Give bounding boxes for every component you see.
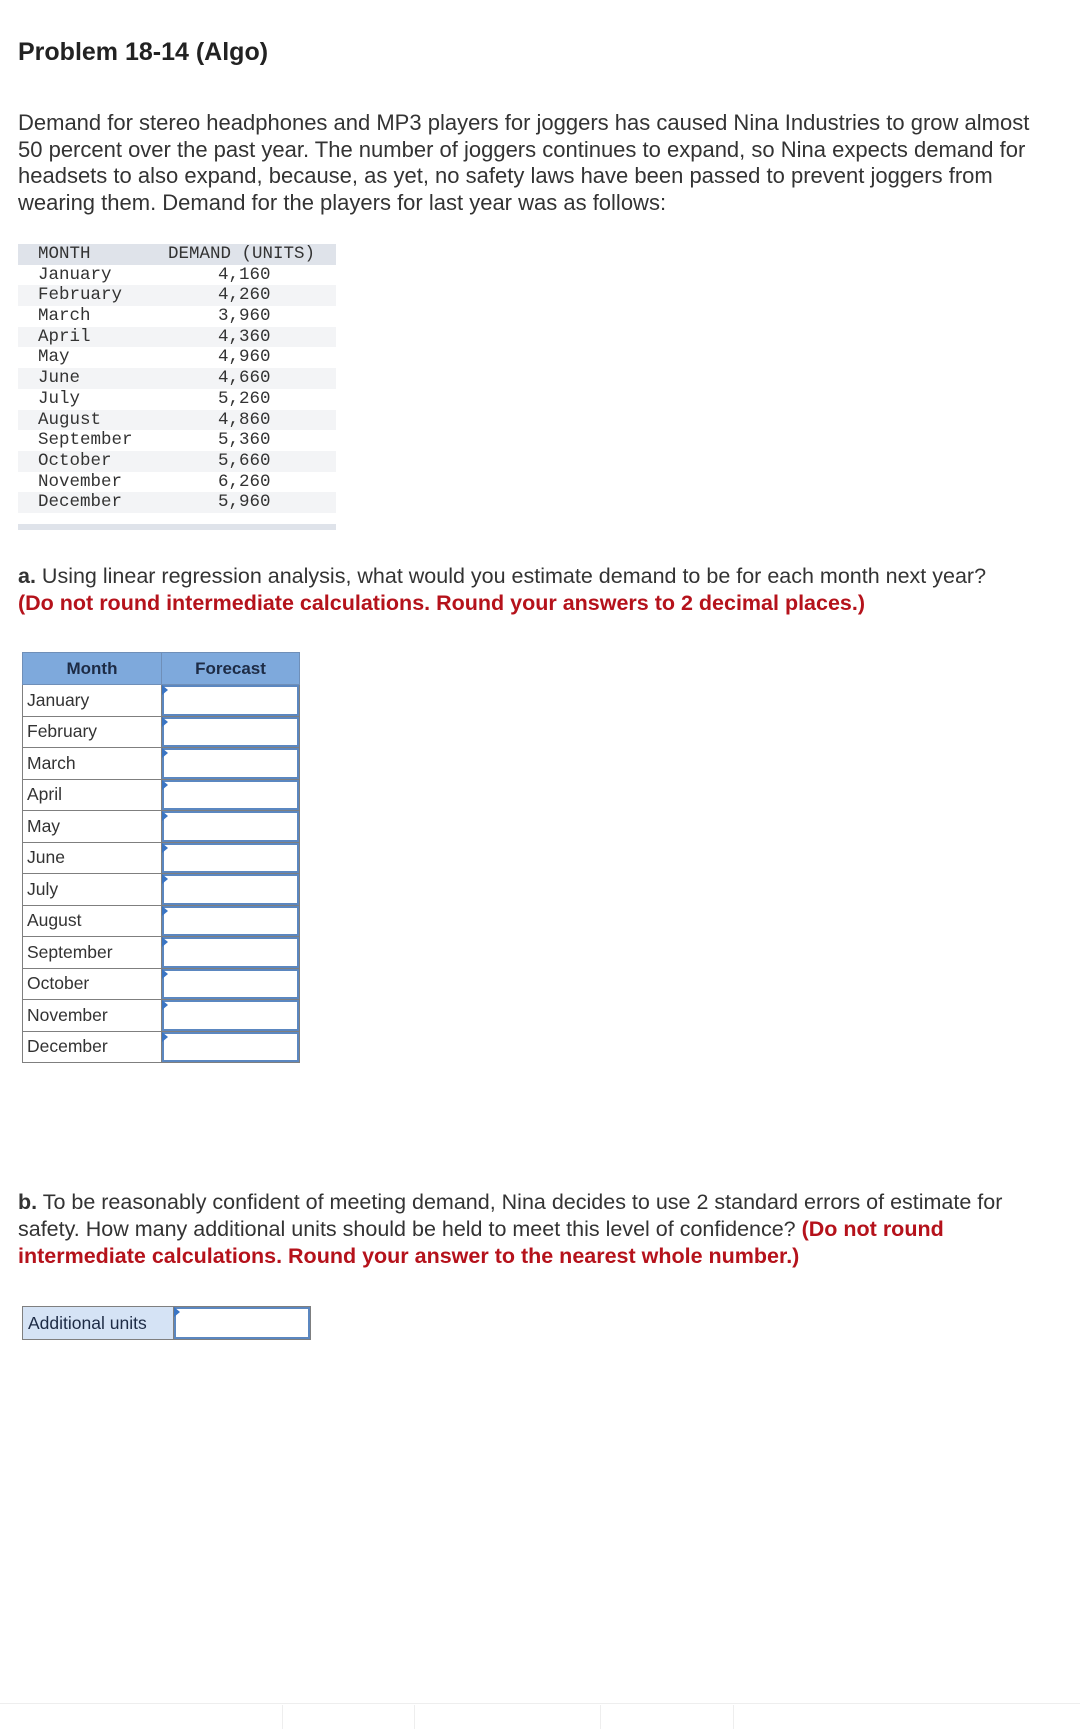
demand-row-month: December bbox=[38, 492, 123, 513]
input-flag-icon bbox=[162, 906, 168, 916]
forecast-row-month: November bbox=[23, 1000, 162, 1032]
forecast-row-month: May bbox=[23, 811, 162, 843]
forecast-input[interactable] bbox=[162, 780, 299, 811]
input-flag-icon bbox=[162, 843, 168, 853]
demand-row-units: 6,260 bbox=[218, 471, 271, 492]
demand-row bbox=[18, 306, 336, 327]
forecast-row-month: August bbox=[23, 905, 162, 937]
input-flag-icon bbox=[162, 811, 168, 821]
forecast-row bbox=[23, 937, 300, 969]
demand-row bbox=[18, 492, 336, 513]
demand-row bbox=[18, 368, 336, 389]
forecast-table bbox=[22, 652, 300, 1063]
question-b bbox=[18, 1189, 1068, 1270]
forecast-row-month: September bbox=[23, 937, 162, 969]
forecast-input[interactable] bbox=[162, 811, 299, 842]
forecast-input[interactable] bbox=[162, 969, 299, 1000]
demand-row-units: 4,260 bbox=[218, 285, 271, 306]
demand-row bbox=[18, 451, 336, 472]
demand-row-units: 5,960 bbox=[218, 492, 271, 513]
forecast-input[interactable] bbox=[162, 717, 299, 748]
forecast-input[interactable] bbox=[162, 748, 299, 779]
footer-divider bbox=[0, 1703, 1080, 1704]
demand-row-units: 4,360 bbox=[218, 326, 271, 347]
demand-row-month: October bbox=[38, 450, 112, 471]
demand-row bbox=[18, 265, 336, 286]
forecast-input[interactable] bbox=[162, 1032, 299, 1063]
question-b-label: b. bbox=[18, 1190, 38, 1214]
demand-row bbox=[18, 347, 336, 368]
forecast-row-cell bbox=[162, 685, 300, 717]
demand-row bbox=[18, 327, 336, 348]
question-a bbox=[18, 563, 1068, 617]
demand-row-month: July bbox=[38, 388, 81, 409]
demand-row-units: 4,660 bbox=[218, 368, 271, 389]
input-flag-icon bbox=[174, 1307, 180, 1317]
problem-title: Problem 18-14 (Algo) bbox=[18, 38, 269, 66]
forecast-row-cell bbox=[162, 1031, 300, 1063]
question-a-instruction: (Do not round intermediate calculations. Round your answers to 2 decimal places.) bbox=[18, 591, 866, 615]
input-flag-icon bbox=[162, 780, 168, 790]
footer-divider-tick bbox=[414, 1705, 415, 1729]
demand-row-month: June bbox=[38, 368, 81, 389]
demand-row-units: 3,960 bbox=[218, 306, 271, 327]
forecast-row-cell bbox=[162, 1000, 300, 1032]
demand-row bbox=[18, 430, 336, 451]
demand-row-units: 5,260 bbox=[218, 388, 271, 409]
table-bottom-bar bbox=[18, 524, 336, 530]
forecast-row bbox=[23, 779, 300, 811]
input-flag-icon bbox=[162, 717, 168, 727]
forecast-row-cell bbox=[162, 779, 300, 811]
forecast-row-cell bbox=[162, 968, 300, 1000]
forecast-input[interactable] bbox=[162, 1000, 299, 1031]
forecast-row-month: March bbox=[23, 748, 162, 780]
forecast-row-month: December bbox=[23, 1031, 162, 1063]
forecast-row-cell bbox=[162, 811, 300, 843]
forecast-row-cell bbox=[162, 716, 300, 748]
additional-units-row bbox=[22, 1306, 311, 1340]
forecast-row bbox=[23, 748, 300, 780]
forecast-table-header bbox=[23, 653, 300, 685]
demand-row-units: 4,960 bbox=[218, 347, 271, 368]
forecast-row bbox=[23, 905, 300, 937]
input-flag-icon bbox=[162, 748, 168, 758]
footer-divider-tick bbox=[733, 1705, 734, 1729]
demand-row-month: May bbox=[38, 347, 70, 368]
forecast-input[interactable] bbox=[162, 937, 299, 968]
forecast-row-month: June bbox=[23, 842, 162, 874]
forecast-input[interactable] bbox=[162, 843, 299, 874]
forecast-value-header: Forecast bbox=[162, 653, 300, 685]
demand-row-month: September bbox=[38, 430, 133, 451]
demand-row bbox=[18, 472, 336, 493]
demand-row bbox=[18, 389, 336, 410]
forecast-row-cell bbox=[162, 748, 300, 780]
forecast-input[interactable] bbox=[162, 685, 299, 716]
question-a-label: a. bbox=[18, 564, 36, 588]
demand-table-header bbox=[18, 244, 336, 265]
demand-rows bbox=[18, 265, 336, 513]
demand-row-units: 4,860 bbox=[218, 409, 271, 430]
forecast-row-cell bbox=[162, 842, 300, 874]
input-flag-icon bbox=[162, 1000, 168, 1010]
demand-row-month: August bbox=[38, 409, 102, 430]
footer-divider-tick bbox=[282, 1705, 283, 1729]
forecast-row bbox=[23, 842, 300, 874]
demand-row-units: 5,360 bbox=[218, 430, 271, 451]
demand-row-units: 4,160 bbox=[218, 264, 271, 285]
forecast-row-month: July bbox=[23, 874, 162, 906]
demand-row-month: January bbox=[38, 264, 112, 285]
month-column-header: MONTH bbox=[38, 244, 91, 264]
forecast-row-month: January bbox=[23, 685, 162, 717]
demand-row-month: March bbox=[38, 306, 91, 327]
demand-column-header: DEMAND (UNITS) bbox=[168, 244, 316, 264]
demand-row-month: April bbox=[38, 326, 91, 347]
footer-divider-tick bbox=[600, 1705, 601, 1729]
forecast-row bbox=[23, 811, 300, 843]
input-flag-icon bbox=[162, 937, 168, 947]
forecast-row bbox=[23, 716, 300, 748]
forecast-row-month: February bbox=[23, 716, 162, 748]
additional-units-input[interactable] bbox=[174, 1307, 310, 1339]
question-a-text: Using linear regression analysis, what would you estimate demand to be for each month next year? bbox=[35, 564, 987, 588]
demand-row-units: 5,660 bbox=[218, 450, 271, 471]
forecast-row-cell bbox=[162, 905, 300, 937]
demand-row-month: February bbox=[38, 285, 123, 306]
demand-data-table bbox=[18, 244, 336, 530]
forecast-month-header: Month bbox=[23, 653, 162, 685]
forecast-row bbox=[23, 685, 300, 717]
input-flag-icon bbox=[162, 874, 168, 884]
forecast-input[interactable] bbox=[162, 874, 299, 905]
forecast-row-cell bbox=[162, 937, 300, 969]
forecast-input[interactable] bbox=[162, 906, 299, 937]
forecast-row bbox=[23, 1031, 300, 1063]
question-b-instruction: (Do not round intermediate calculations. Round your answer to the nearest whole number.) bbox=[18, 1217, 944, 1268]
demand-row bbox=[18, 285, 336, 306]
input-flag-icon bbox=[162, 685, 168, 695]
forecast-row bbox=[23, 874, 300, 906]
question-b-text: To be reasonably confident of meeting demand, Nina decides to use 2 standard errors of estimate for safety. How many additional units should be held to meet this level of confidence? bbox=[18, 1190, 1003, 1241]
additional-units-cell bbox=[174, 1307, 310, 1339]
additional-units-label: Additional units bbox=[23, 1307, 174, 1339]
forecast-row-month: April bbox=[23, 779, 162, 811]
forecast-row-month: October bbox=[23, 968, 162, 1000]
demand-row-month: November bbox=[38, 471, 123, 492]
input-flag-icon bbox=[162, 969, 168, 979]
forecast-row bbox=[23, 1000, 300, 1032]
forecast-row bbox=[23, 968, 300, 1000]
demand-row bbox=[18, 410, 336, 431]
input-flag-icon bbox=[162, 1032, 168, 1042]
forecast-row-cell bbox=[162, 874, 300, 906]
problem-intro: Demand for stereo headphones and MP3 players for joggers has caused Nina Industries to grow almost 50 percent over the past year. The number of joggers continues to expand, so Nina expects demand for headsets to also expand, because, as yet, no safety laws have been passed to prevent joggers from wearing them. Demand for the players for last year was as follows: bbox=[18, 110, 1030, 215]
